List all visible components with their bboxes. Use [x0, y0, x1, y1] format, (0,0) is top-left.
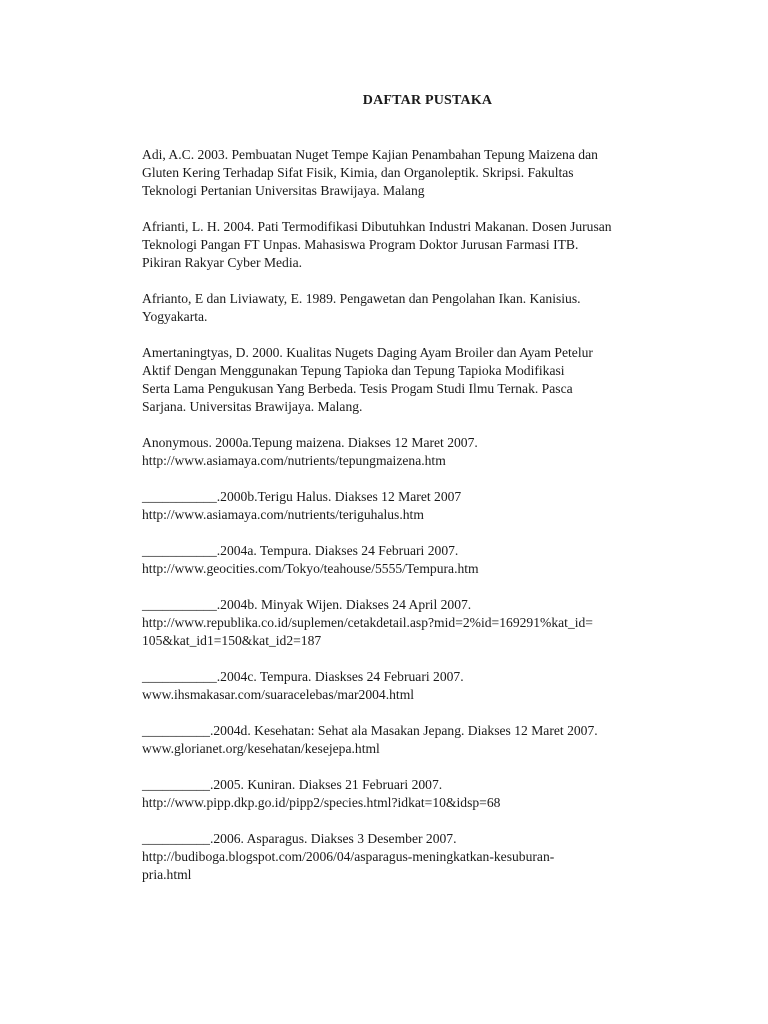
reference-line: ___________.2000b.Terigu Halus. Diakses 12 Maret 2007	[142, 489, 462, 504]
reference-entry	[142, 830, 687, 884]
reference-line: ___________.2004b. Minyak Wijen. Diakses 24 April 2007.	[142, 597, 472, 612]
reference-entry	[142, 344, 687, 416]
reference-line: Serta Lama Pengukusan Yang Berbeda. Tesis Progam Studi Ilmu Ternak. Pasca	[142, 381, 573, 396]
reference-line: __________.2006. Asparagus. Diakses 3 Desember 2007.	[142, 831, 457, 846]
reference-line: Amertaningtyas, D. 2000. Kualitas Nugets Daging Ayam Broiler dan Ayam Petelur	[142, 345, 593, 360]
reference-line: http://www.asiamaya.com/nutrients/teriguhalus.htm	[142, 507, 424, 522]
reference-line: pria.html	[142, 867, 192, 882]
reference-line: 105&kat_id1=150&kat_id2=187	[142, 633, 322, 648]
reference-line: Yogyakarta.	[142, 309, 208, 324]
reference-entry	[142, 146, 687, 200]
reference-entry	[142, 596, 687, 650]
reference-entry	[142, 488, 687, 524]
reference-entry	[142, 722, 687, 758]
reference-list	[142, 146, 687, 902]
reference-line: www.ihsmakasar.com/suaracelebas/mar2004.html	[142, 687, 415, 702]
reference-line: Aktif Dengan Menggunakan Tepung Tapioka dan Tepung Tapioka Modifikasi	[142, 363, 565, 378]
reference-line: Anonymous. 2000a.Tepung maizena. Diakses 12 Maret 2007.	[142, 435, 478, 450]
reference-entry	[142, 218, 687, 272]
reference-line: __________.2005. Kuniran. Diakses 21 Februari 2007.	[142, 777, 443, 792]
reference-line: __________.2004d. Kesehatan: Sehat ala Masakan Jepang. Diakses 12 Maret 2007.	[142, 723, 598, 738]
reference-line: www.glorianet.org/kesehatan/kesejepa.html	[142, 741, 380, 756]
reference-entry	[142, 776, 687, 812]
reference-entry	[142, 542, 687, 578]
reference-line: http://budiboga.blogspot.com/2006/04/asparagus-meningkatkan-kesuburan-	[142, 849, 555, 864]
reference-line: http://www.republika.co.id/suplemen/cetakdetail.asp?mid=2%id=169291%kat_id=	[142, 615, 593, 630]
reference-entry	[142, 290, 687, 326]
reference-line: http://www.asiamaya.com/nutrients/tepungmaizena.htm	[142, 453, 446, 468]
reference-line: ___________.2004a. Tempura. Diakses 24 Februari 2007.	[142, 543, 459, 558]
reference-line: Adi, A.C. 2003. Pembuatan Nuget Tempe Kajian Penambahan Tepung Maizena dan	[142, 147, 598, 162]
reference-line: http://www.geocities.com/Tokyo/teahouse/5555/Tempura.htm	[142, 561, 479, 576]
reference-line: Pikiran Rakyar Cyber Media.	[142, 255, 303, 270]
reference-line: Teknologi Pangan FT Unpas. Mahasiswa Program Doktor Jurusan Farmasi ITB.	[142, 237, 579, 252]
reference-line: Afrianto, E dan Liviawaty, E. 1989. Pengawetan dan Pengolahan Ikan. Kanisius.	[142, 291, 581, 306]
reference-line: Gluten Kering Terhadap Sifat Fisik, Kimia, dan Organoleptik. Skripsi. Fakultas	[142, 165, 574, 180]
reference-line: http://www.pipp.dkp.go.id/pipp2/species.html?idkat=10&idsp=68	[142, 795, 501, 810]
reference-line: ___________.2004c. Tempura. Diaskses 24 Februari 2007.	[142, 669, 464, 684]
reference-entry	[142, 434, 687, 470]
reference-line: Teknologi Pertanian Universitas Brawijaya. Malang	[142, 183, 425, 198]
page-title: DAFTAR PUSTAKA	[362, 93, 493, 108]
reference-line: Afrianti, L. H. 2004. Pati Termodifikasi Dibutuhkan Industri Makanan. Dosen Jurusan	[142, 219, 612, 234]
reference-line: Sarjana. Universitas Brawijaya. Malang.	[142, 399, 363, 414]
reference-entry	[142, 668, 687, 704]
